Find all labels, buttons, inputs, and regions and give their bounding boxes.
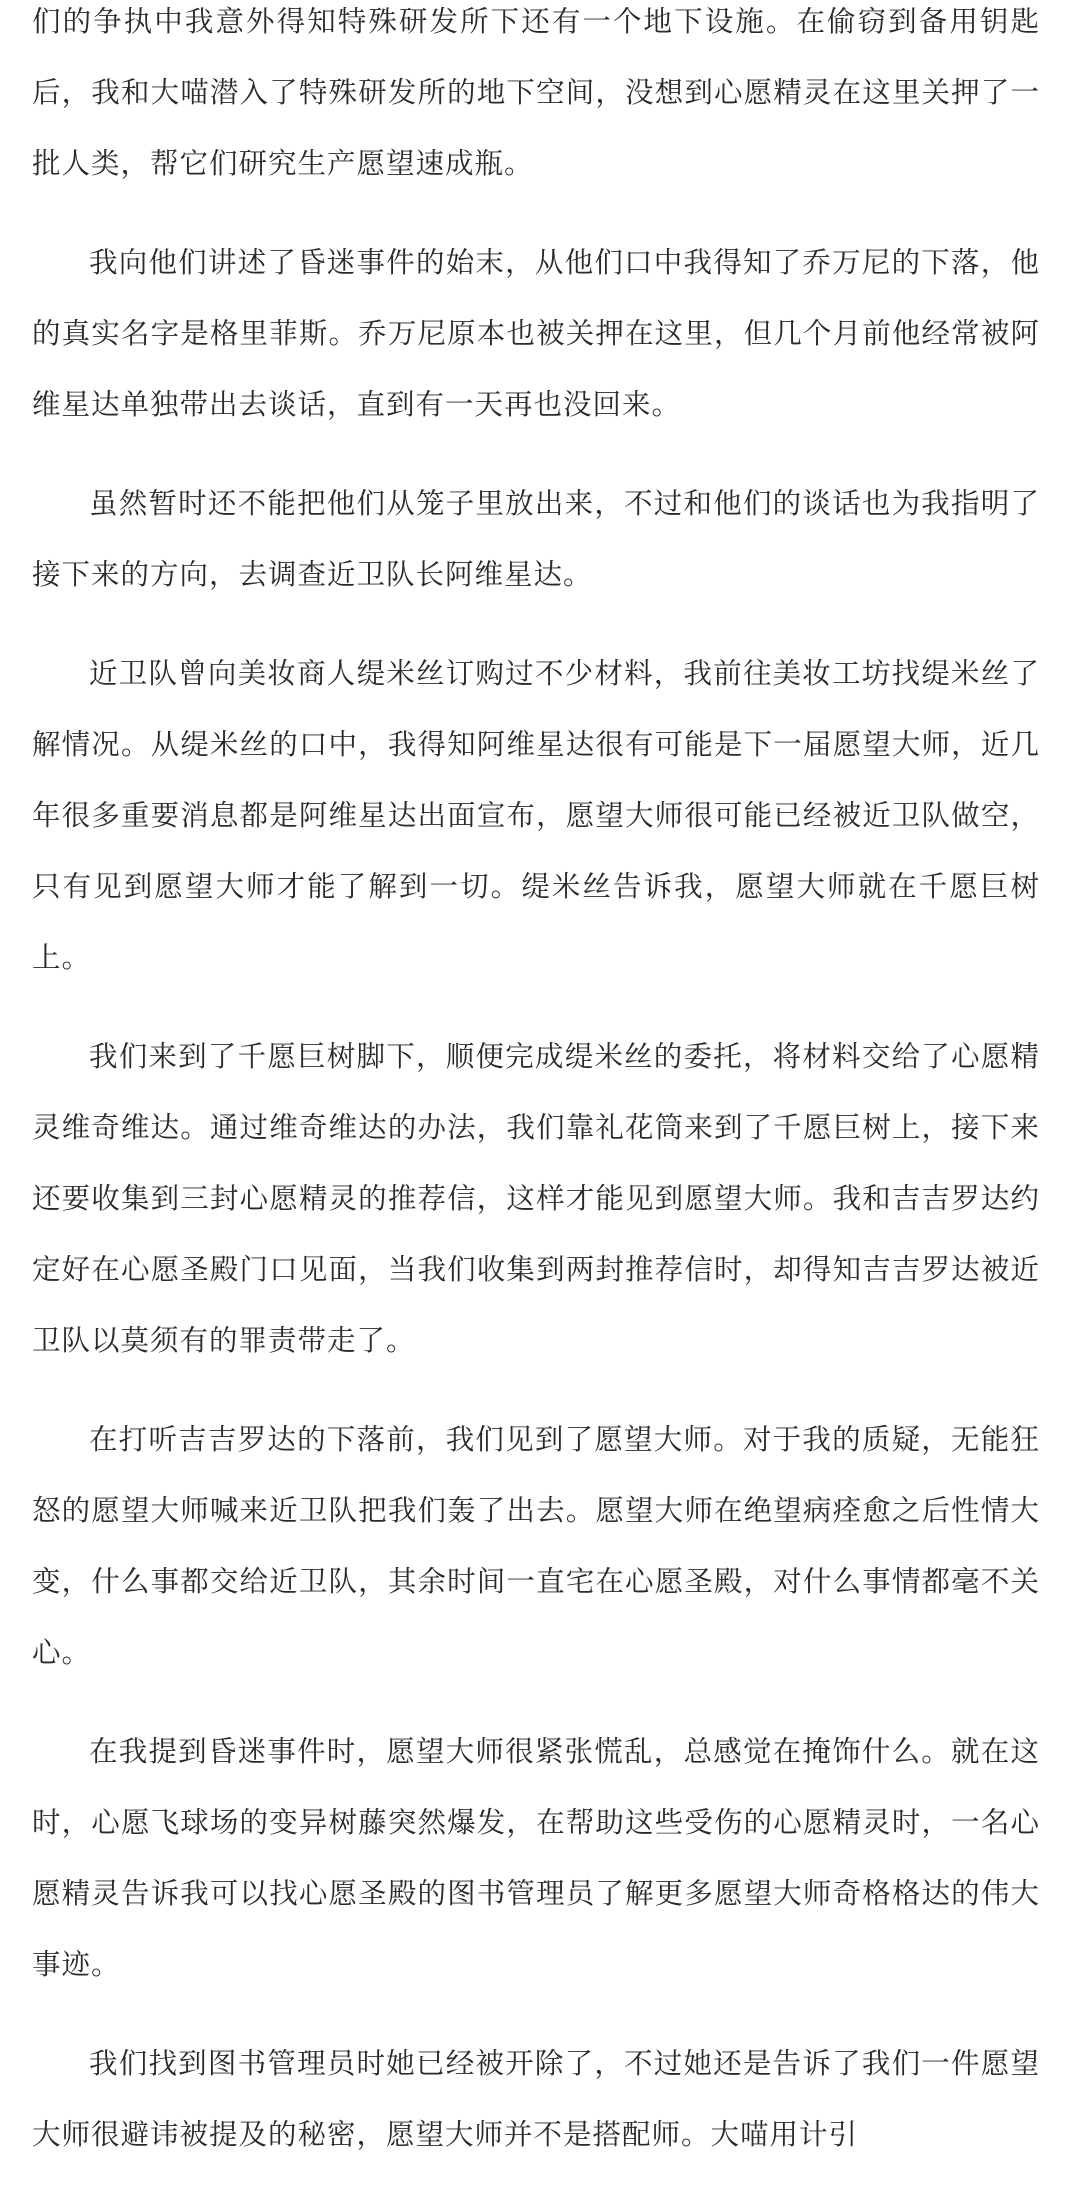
paragraph-7: 在我提到昏迷事件时，愿望大师很紧张慌乱，总感觉在掩饰什么。就在这时，心愿飞球场的变异树藤突然爆发，在帮助这些受伤的心愿精灵时，一名心愿精灵告诉我可以找心愿圣殿的图书管理员了解更多愿望大师奇格格达的伟大事迹。 — [32, 1735, 1040, 1981]
paragraph-8: 我们找到图书管理员时她已经被开除了，不过她还是告诉了我们一件愿望大师很避讳被提及的秘密，愿望大师并不是搭配师。大喵用计引 — [32, 2047, 1040, 2151]
paragraph-5: 我们来到了千愿巨树脚下，顺便完成缇米丝的委托，将材料交给了心愿精灵维奇维达。通过维奇维达的办法，我们靠礼花筒来到了千愿巨树上，接下来还要收集到三封心愿精灵的推荐信，这样才能见到愿望大师。我和吉吉罗达约定好在心愿圣殿门口见面，当我们收集到两封推荐信时，却得知吉吉罗达被近卫队以莫须有的罪责带走了。 — [32, 1040, 1040, 1357]
paragraph-3: 虽然暂时还不能把他们从笼子里放出来，不过和他们的谈话也为我指明了接下来的方向，去调查近卫队长阿维星达。 — [32, 487, 1040, 591]
paragraph-4: 近卫队曾向美妆商人缇米丝订购过不少材料，我前往美妆工坊找缇米丝了解情况。从缇米丝的口中，我得知阿维星达很有可能是下一届愿望大师，近几年很多重要消息都是阿维星达出面宣布，愿望大师很可能已经被近卫队做空，只有见到愿望大师才能了解到一切。缇米丝告诉我，愿望大师就在千愿巨树上。 — [32, 657, 1040, 974]
paragraph-1: 们的争执中我意外得知特殊研发所下还有一个地下设施。在偷窃到备用钥匙后，我和大喵潜入了特殊研发所的地下空间，没想到心愿精灵在这里关押了一批人类，帮它们研究生产愿望速成瓶。 — [32, 5, 1040, 180]
paragraph-2: 我向他们讲述了昏迷事件的始末，从他们口中我得知了乔万尼的下落，他的真实名字是格里菲斯。乔万尼原本也被关押在这里，但几个月前他经常被阿维星达单独带出去谈话，直到有一天再也没回来。 — [32, 246, 1040, 421]
article-body — [32, 0, 1040, 2198]
paragraph-6: 在打听吉吉罗达的下落前，我们见到了愿望大师。对于我的质疑，无能狂怒的愿望大师喊来近卫队把我们轰了出去。愿望大师在绝望病痊愈之后性情大变，什么事都交给近卫队，其余时间一直宅在心愿圣殿，对什么事情都毫不关心。 — [32, 1423, 1040, 1669]
